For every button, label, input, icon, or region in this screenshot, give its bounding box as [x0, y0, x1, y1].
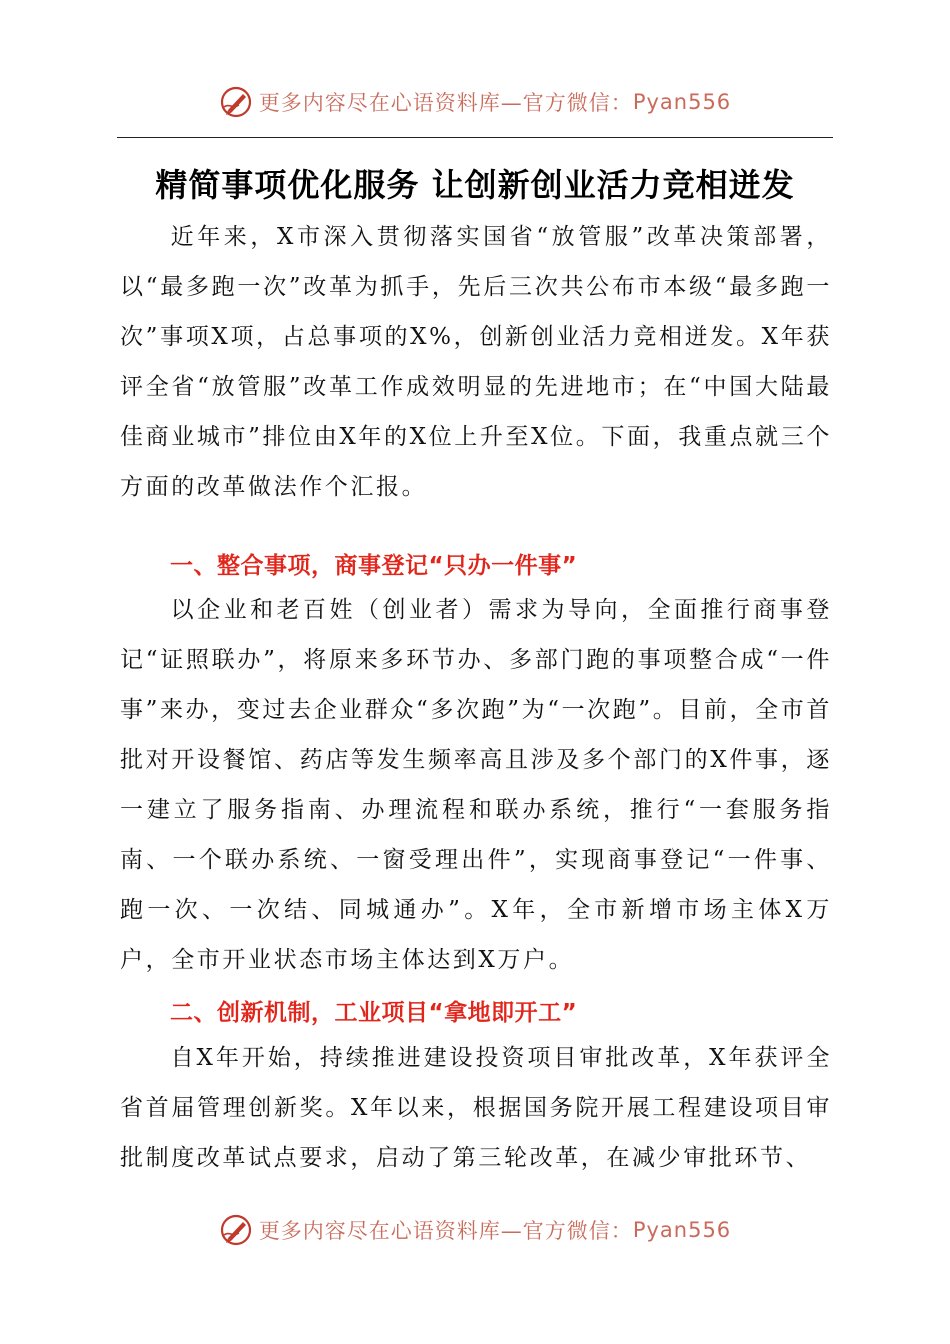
pen-logo-icon: [219, 85, 253, 119]
watermark-wechat-id: Pyan556: [632, 1218, 732, 1242]
paragraph-section-2: 自X年开始，持续推进建设投资项目审批改革，X年获评全省首届管理创新奖。X年以来，根据国务院开展工程建设项目审批制度改革试点要求，启动了第三轮改革，在减少审批环节、: [120, 1045, 832, 1171]
section-heading-2: 二、创新机制，工业项目“拿地即开工”: [170, 1000, 578, 1026]
watermark-wechat-id: Pyan556: [632, 90, 732, 114]
header-watermark: [0, 82, 950, 122]
pen-logo-icon: [219, 1213, 253, 1247]
header-divider: [117, 137, 833, 138]
watermark-text: 更多内容尽在心语资料库—官方微信：: [258, 91, 633, 115]
paragraph-intro: 近年来，X市深入贯彻落实国省“放管服”改革决策部署，以“最多跑一次”改革为抓手，先后三次共公布市本级“最多跑一次”事项X项，占总事项的X%，创新创业活力竞相迸发。X年获评全省“放管服”改革工作成效明显的先进地市；在“中国大陆最佳商业城市”排位由X年的X位上升至X位。下面，我重点就三个方面的改革做法作个汇报。: [120, 224, 832, 500]
document-title: 精简事项优化服务 让创新创业活力竞相迸发: [155, 166, 795, 204]
section-heading-1: 一、整合事项，商事登记“只办一件事”: [170, 553, 578, 579]
footer-watermark: [0, 1210, 950, 1250]
paragraph-section-1: 以企业和老百姓（创业者）需求为导向，全面推行商事登记“证照联办”，将原来多环节办、多部门跑的事项整合成“一件事”来办，变过去企业群众“多次跑”为“一次跑”。目前，全市首批对开设餐馆、药店等发生频率高且涉及多个部门的X件事，逐一建立了服务指南、办理流程和联办系统，推行“一套服务指南、一个联办系统、一窗受理出件”，实现商事登记“一件事、跑一次、一次结、同城通办”。X年，全市新增市场主体X万户，全市开业状态市场主体达到X万户。: [120, 597, 832, 973]
watermark-text: 更多内容尽在心语资料库—官方微信：: [258, 1219, 633, 1243]
